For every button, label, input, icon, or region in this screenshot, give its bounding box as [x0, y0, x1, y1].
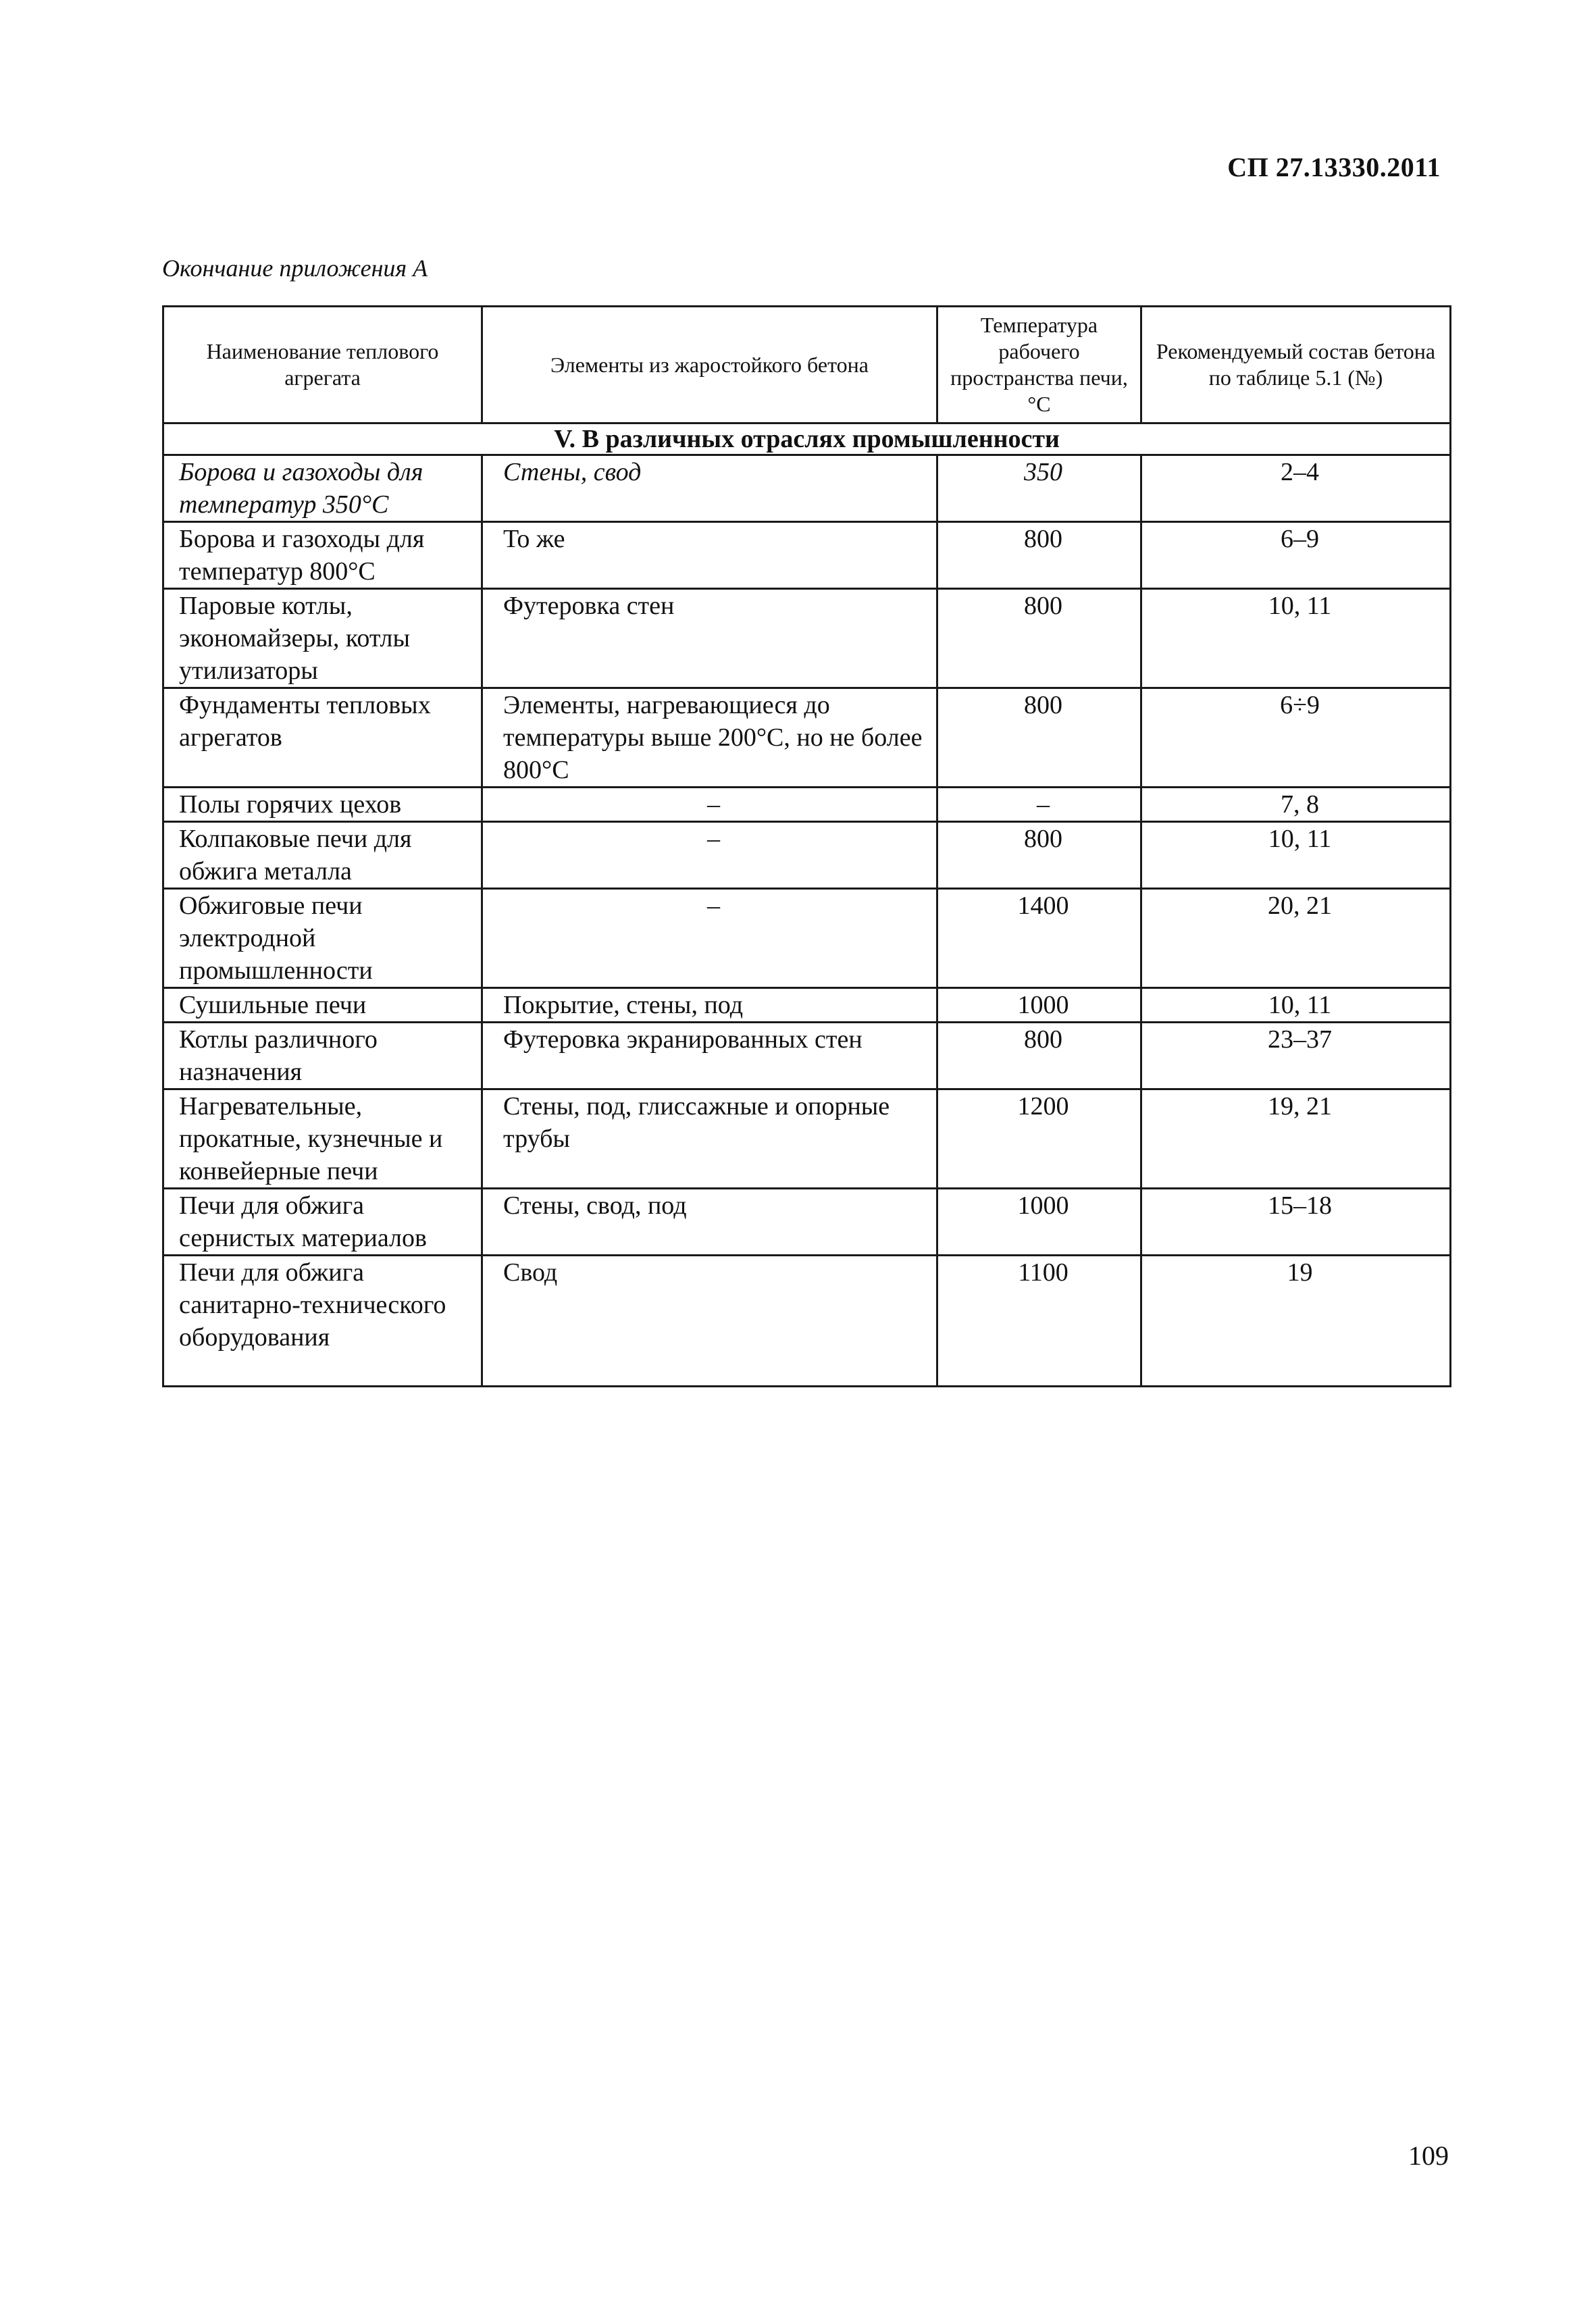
cell-temperature: –: [937, 788, 1141, 822]
cell-elements: –: [482, 889, 937, 988]
page-number: 109: [1408, 2140, 1449, 2171]
cell-temperature: 1200: [937, 1089, 1141, 1189]
cell-composition: 19, 21: [1141, 1089, 1451, 1189]
section-row: [163, 423, 1451, 455]
column-header-elements: Элементы из жаростойкого бетона: [482, 307, 937, 423]
table-row: [163, 1023, 1451, 1089]
cell-composition: 10, 11: [1141, 589, 1451, 688]
cell-unit: Нагревательные, прокатные, кузнечные и конвейерные печи: [163, 1089, 482, 1189]
cell-composition: 6–9: [1141, 522, 1451, 589]
section-title: V. В различных отраслях промышленности: [163, 423, 1451, 455]
cell-elements: Элементы, нагревающиеся до температуры выше 200°С, но не более 800°С: [482, 688, 937, 788]
table-row: [163, 455, 1451, 522]
cell-unit: Паровые котлы, экономайзеры, котлы утилизаторы: [163, 589, 482, 688]
cell-composition: 15–18: [1141, 1189, 1451, 1256]
cell-unit: Борова и газоходы для температур 800°С: [163, 522, 482, 589]
cell-temperature: 350: [937, 455, 1141, 522]
appendix-caption: Окончание приложения А: [162, 255, 428, 282]
cell-elements: Стены, свод: [482, 455, 937, 522]
cell-temperature: 1000: [937, 988, 1141, 1023]
table-row: [163, 1189, 1451, 1256]
table-row: [163, 889, 1451, 988]
cell-unit: Колпаковые печи для обжига металла: [163, 822, 482, 889]
cell-composition: 7, 8: [1141, 788, 1451, 822]
cell-temperature: 800: [937, 688, 1141, 788]
cell-elements: Футеровка экранированных стен: [482, 1023, 937, 1089]
cell-unit: Сушильные печи: [163, 988, 482, 1023]
table-row: [163, 822, 1451, 889]
cell-temperature: 1100: [937, 1256, 1141, 1387]
concrete-table: [162, 305, 1451, 1387]
column-header-unit: Наименование теплового агрегата: [163, 307, 482, 423]
cell-temperature: 800: [937, 822, 1141, 889]
cell-unit: Печи для обжига санитарно-технического оборудования: [163, 1256, 482, 1387]
table-row: [163, 788, 1451, 822]
cell-composition: 2–4: [1141, 455, 1451, 522]
table-row: [163, 1256, 1451, 1387]
cell-composition: 6÷9: [1141, 688, 1451, 788]
table-row: [163, 988, 1451, 1023]
cell-temperature: 1400: [937, 889, 1141, 988]
cell-composition: 10, 11: [1141, 988, 1451, 1023]
cell-unit: Фундаменты тепловых агрегатов: [163, 688, 482, 788]
table-header-row: [163, 307, 1451, 423]
cell-composition: 20, 21: [1141, 889, 1451, 988]
cell-elements: Футеровка стен: [482, 589, 937, 688]
cell-composition: 23–37: [1141, 1023, 1451, 1089]
cell-temperature: 1000: [937, 1189, 1141, 1256]
cell-temperature: 800: [937, 1023, 1141, 1089]
cell-elements: –: [482, 788, 937, 822]
table-row: [163, 688, 1451, 788]
cell-composition: 19: [1141, 1256, 1451, 1387]
document-code: СП 27.13330.2011: [1227, 152, 1441, 182]
table-row: [163, 589, 1451, 688]
cell-elements: Стены, под, глиссажные и опорные трубы: [482, 1089, 937, 1189]
cell-elements: То же: [482, 522, 937, 589]
cell-temperature: 800: [937, 589, 1141, 688]
cell-unit: Котлы различного назначения: [163, 1023, 482, 1089]
cell-unit: Полы горячих цехов: [163, 788, 482, 822]
cell-elements: Покрытие, стены, под: [482, 988, 937, 1023]
column-header-composition: Рекомендуемый состав бетона по таблице 5.1 (№): [1141, 307, 1451, 423]
column-header-temperature: Температура рабочего пространства печи, °С: [937, 307, 1141, 423]
cell-elements: –: [482, 822, 937, 889]
cell-temperature: 800: [937, 522, 1141, 589]
cell-elements: Стены, свод, под: [482, 1189, 937, 1256]
cell-composition: 10, 11: [1141, 822, 1451, 889]
cell-unit: Борова и газоходы для температур 350°С: [163, 455, 482, 522]
table-row: [163, 1089, 1451, 1189]
cell-unit: Печи для обжига сернистых материалов: [163, 1189, 482, 1256]
table-row: [163, 522, 1451, 589]
cell-elements: Свод: [482, 1256, 937, 1387]
cell-unit: Обжиговые печи электродной промышленности: [163, 889, 482, 988]
